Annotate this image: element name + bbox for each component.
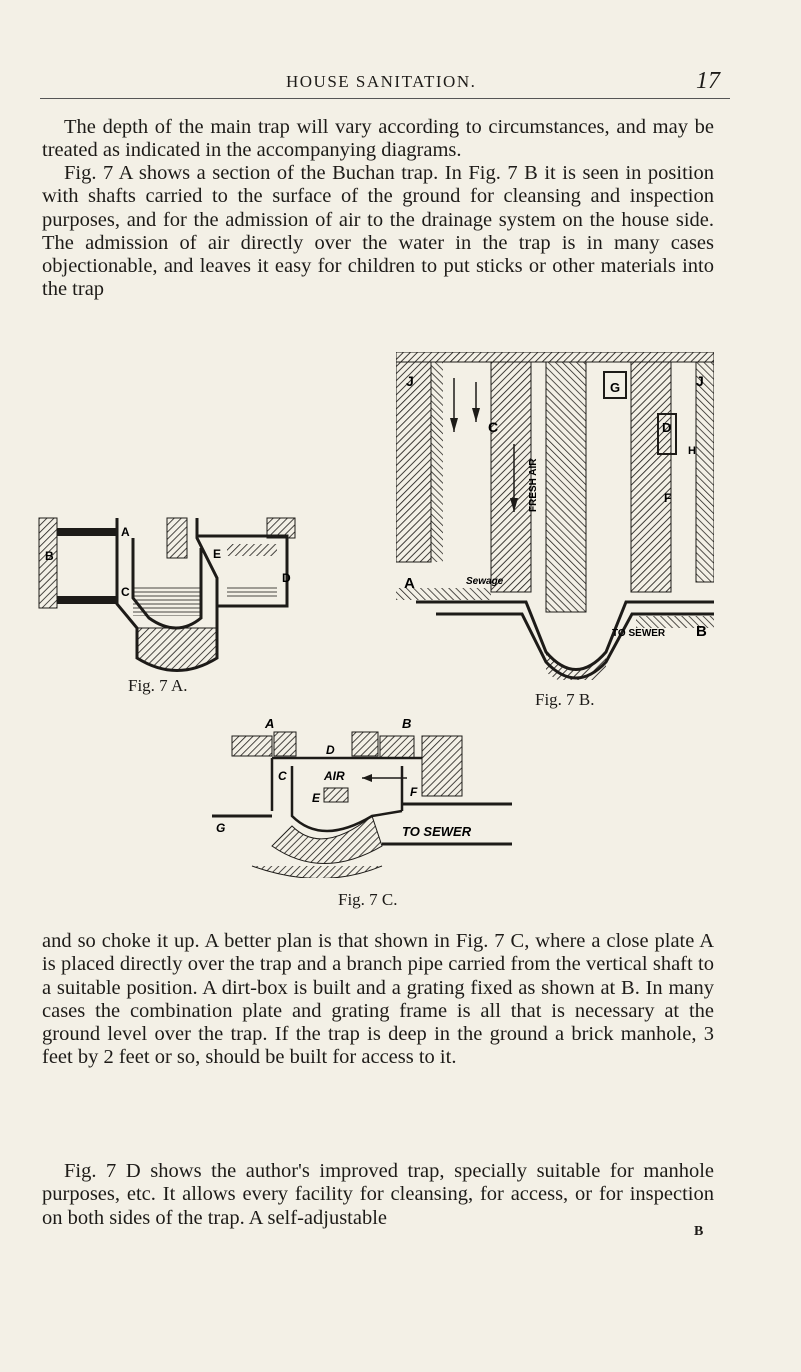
label-d: D <box>326 743 335 757</box>
paragraph-intro: The depth of the main trap will vary according to circumstances, and may be treated as indicated in the accompanying diagrams. <box>42 116 714 162</box>
label-j-left: J <box>406 373 414 389</box>
trap-structure <box>396 352 714 680</box>
label-d: D <box>662 420 672 435</box>
label-b: B <box>696 623 707 640</box>
paragraph-fig-7a-7b: Fig. 7 A shows a section of the Buchan trap. In Fig. 7 B it is seen in position with shafts carried to the surface of the ground for cleansing and inspection purposes, and for the admission of air to the drainage system on the house side. The admission of air directly over the water in the trap is in many cases objectionable, and leaves it easy for children to put sticks or other materials into the trap <box>42 162 714 301</box>
label-air: AIR <box>324 769 345 783</box>
label-sewage: Sewage <box>466 576 504 587</box>
running-head: HOUSE SANITATION. <box>286 72 477 91</box>
signature-mark: B <box>694 1224 704 1239</box>
label-j-right: J <box>696 373 704 389</box>
paragraph-fig-7c: and so choke it up. A better plan is that shown in Fig. 7 C, where a close plate A is placed directly over the trap and a branch pipe carried from the vertical shaft to a suitable position. A dirt-box is built and a grating fixed as shown at B. In many cases the combination plate and grating frame is all that is necessary at the ground level over the trap. If the trap is deep in the ground a brick manhole, 3 feet by 2 feet or so, should be built for access to it. <box>42 930 714 1069</box>
label-fresh-air: FRESH AIR <box>528 458 539 512</box>
figure-7a-buchan-trap <box>37 478 297 678</box>
page-number: 17 <box>696 68 720 94</box>
label-c: C <box>488 419 499 435</box>
header-rule <box>40 98 730 99</box>
label-g: G <box>610 380 621 395</box>
label-a: A <box>121 525 130 539</box>
caption-fig-7a: Fig. 7 A. <box>128 676 188 695</box>
figure-7b-trap-in-position <box>396 352 714 680</box>
label-a: A <box>404 575 415 592</box>
label-f: F <box>664 491 672 505</box>
paragraph-fig-7d: Fig. 7 D shows the author's improved trap, specially suitable for manhole purposes, etc. It allows every facility for cleansing, for access, or for inspection on both sides of the trap. A self-adjustable <box>42 1160 714 1229</box>
page-header <box>0 70 801 100</box>
label-e: E <box>213 547 222 561</box>
label-b: B <box>45 549 54 563</box>
trap-body <box>39 518 295 671</box>
label-f: F <box>410 785 418 799</box>
label-c: C <box>121 585 130 599</box>
label-b: B <box>402 716 412 731</box>
label-to-sewer: TO SEWER <box>612 628 666 639</box>
figure-7c-close-plate-arrangement <box>212 706 512 878</box>
caption-fig-7c: Fig. 7 C. <box>338 890 398 909</box>
label-h: H <box>688 445 696 457</box>
label-g: G <box>216 821 226 835</box>
label-c: C <box>278 769 287 783</box>
label-e: E <box>312 791 321 805</box>
manhole-structure <box>212 732 512 878</box>
label-to-sewer: TO SEWER <box>402 824 472 839</box>
caption-fig-7b: Fig. 7 B. <box>535 690 595 709</box>
label-a: A <box>265 716 275 731</box>
label-d: D <box>282 571 291 585</box>
